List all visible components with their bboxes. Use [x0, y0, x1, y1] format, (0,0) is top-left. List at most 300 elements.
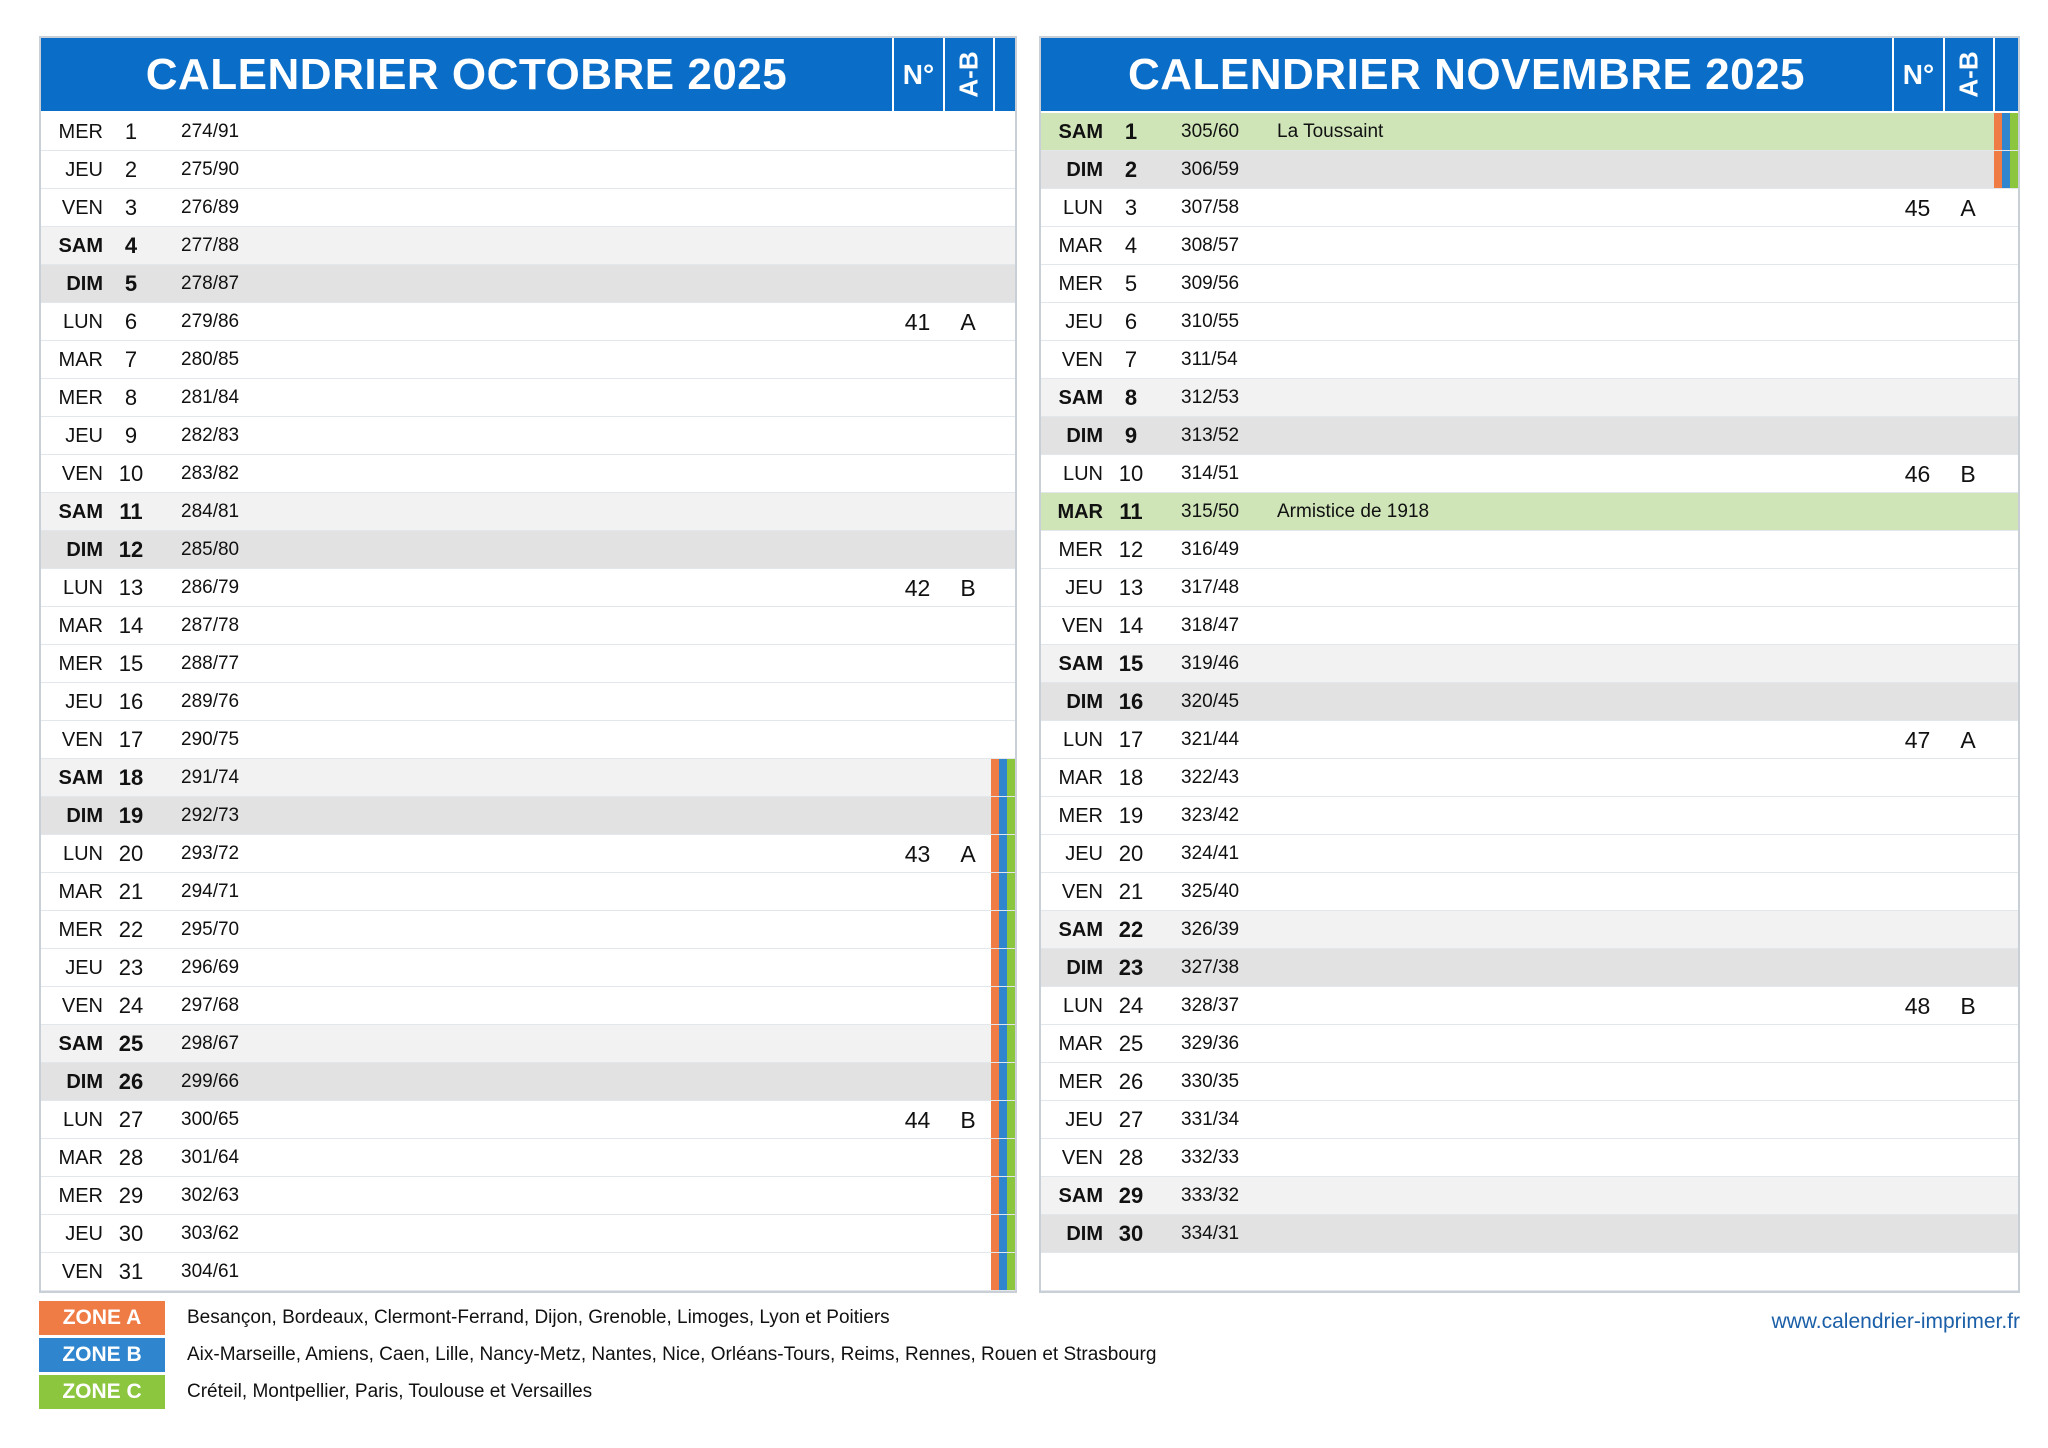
zone-b-marker	[999, 949, 1007, 986]
day-row	[1041, 189, 2018, 227]
zone-c-marker	[2010, 113, 2018, 150]
day-of-year: 277/88	[181, 235, 240, 256]
day-of-year: 289/76	[181, 691, 240, 712]
day-number: 4	[124, 233, 138, 258]
day-of-year: 317/48	[1181, 577, 1240, 598]
day-of-week: MER	[1058, 1071, 1103, 1093]
day-number: 24	[118, 993, 144, 1018]
day-of-week: DIM	[66, 1071, 103, 1093]
day-of-year: 320/45	[1181, 691, 1240, 712]
day-of-year: 291/74	[181, 767, 240, 788]
zone-c-marker	[1007, 873, 1015, 910]
day-of-year: 300/65	[181, 1109, 240, 1130]
day-of-week: MAR	[58, 349, 103, 371]
zone-b-marker	[999, 1215, 1007, 1252]
day-of-year: 310/55	[1181, 311, 1240, 332]
day-of-week: MER	[1058, 539, 1103, 561]
day-row	[1041, 379, 2018, 417]
website-link[interactable]: www.calendrier-imprimer.fr	[1771, 1310, 2020, 1333]
day-row	[41, 645, 1015, 683]
november-zone-header	[1993, 38, 2017, 111]
november-rows	[1041, 113, 2018, 1291]
day-of-year: 327/38	[1181, 957, 1240, 978]
school-holiday-zones	[991, 949, 1015, 986]
zone-a-marker	[991, 1063, 999, 1100]
day-of-week: DIM	[1066, 957, 1103, 979]
day-number: 15	[118, 651, 144, 676]
zone-a-marker	[991, 835, 999, 872]
day-of-year: 318/47	[1181, 615, 1240, 636]
week-number: 48	[1904, 993, 1931, 1019]
day-row	[1041, 683, 2018, 721]
day-number: 18	[1118, 765, 1144, 790]
day-row	[41, 683, 1015, 721]
zone-c-marker	[1007, 1253, 1015, 1290]
day-row	[1041, 531, 2018, 569]
day-of-week: DIM	[66, 273, 103, 295]
zone-a-marker	[1994, 151, 2002, 188]
day-row	[1041, 1025, 2018, 1063]
zone-b-marker	[999, 759, 1007, 796]
day-row	[1041, 265, 2018, 303]
day-row	[41, 1215, 1015, 1253]
day-of-year: 325/40	[1181, 881, 1240, 902]
zone-c-marker	[2010, 151, 2018, 188]
november-week-number-header: N°	[1892, 38, 1943, 111]
zone-a-marker	[991, 1025, 999, 1062]
zone-a-marker	[991, 873, 999, 910]
day-of-week: MAR	[1058, 1033, 1103, 1055]
day-of-week: JEU	[65, 691, 103, 713]
zone-c-marker	[1007, 1101, 1015, 1138]
school-holiday-zones	[1994, 151, 2018, 188]
october-rows	[41, 113, 1015, 1291]
zone-c-marker	[1007, 1063, 1015, 1100]
november-ab-label: A-B	[1953, 51, 1984, 98]
zone-b-marker	[999, 835, 1007, 872]
day-row	[41, 911, 1015, 949]
day-of-week: DIM	[66, 805, 103, 827]
zone-a-marker	[991, 1101, 999, 1138]
day-number: 30	[1118, 1221, 1144, 1246]
zone-a-marker	[991, 987, 999, 1024]
day-of-week: DIM	[1066, 425, 1103, 447]
school-holiday-zones	[991, 1177, 1015, 1214]
zone-b-marker	[999, 873, 1007, 910]
day-number: 17	[118, 727, 144, 752]
school-holiday-zones	[1994, 113, 2018, 150]
zone-c-marker	[1007, 835, 1015, 872]
zone-b-marker	[999, 1101, 1007, 1138]
zone-b-marker	[999, 1177, 1007, 1214]
october-calendar	[39, 36, 1017, 1293]
school-holiday-zones	[991, 1101, 1015, 1138]
day-of-year: 326/39	[1181, 919, 1240, 940]
day-number: 28	[1118, 1145, 1144, 1170]
day-of-year: 333/32	[1181, 1185, 1240, 1206]
zone-c-marker	[1007, 1025, 1015, 1062]
day-of-week: VEN	[61, 729, 103, 751]
week-number: 44	[904, 1107, 931, 1133]
day-of-year: 280/85	[181, 349, 240, 370]
day-of-week: JEU	[65, 159, 103, 181]
day-of-week: VEN	[1061, 349, 1103, 371]
zone-cities: Besançon, Bordeaux, Clermont-Ferrand, Dijon, Grenoble, Limoges, Lyon et Poitiers	[187, 1307, 890, 1328]
day-number: 20	[1118, 841, 1144, 866]
day-of-week: JEU	[1065, 577, 1103, 599]
zone-badge: ZONE A	[39, 1301, 165, 1335]
day-of-year: 301/64	[181, 1147, 240, 1168]
day-number: 24	[1118, 993, 1144, 1018]
day-of-week: VEN	[1061, 881, 1103, 903]
holiday-name: La Toussaint	[1277, 121, 1384, 142]
day-of-week: MER	[1058, 805, 1103, 827]
school-holiday-zones	[991, 1063, 1015, 1100]
day-row	[1041, 227, 2018, 265]
day-row	[1041, 1063, 2018, 1101]
day-of-week: JEU	[65, 1223, 103, 1245]
day-of-week: LUN	[62, 843, 103, 865]
day-of-year: 309/56	[1181, 273, 1240, 294]
day-number: 9	[1124, 423, 1138, 448]
day-number: 14	[118, 613, 144, 638]
day-of-year: 321/44	[1181, 729, 1240, 750]
day-row	[1041, 1177, 2018, 1215]
day-row	[1041, 151, 2018, 189]
day-number: 2	[1124, 157, 1138, 182]
zone-a-marker	[991, 1215, 999, 1252]
day-of-week: MER	[1058, 273, 1103, 295]
day-of-week: DIM	[1066, 1223, 1103, 1245]
day-of-year: 287/78	[181, 615, 240, 636]
day-of-year: 311/54	[1181, 349, 1238, 370]
day-number: 7	[1124, 347, 1138, 372]
zone-a-marker	[991, 797, 999, 834]
november-title: CALENDRIER NOVEMBRE 2025	[1127, 50, 1806, 99]
zone-c-marker	[1007, 1139, 1015, 1176]
day-number: 2	[124, 157, 138, 182]
day-number: 13	[118, 575, 144, 600]
day-number: 12	[1118, 537, 1144, 562]
day-of-week: SAM	[1058, 1185, 1103, 1207]
day-row	[41, 341, 1015, 379]
zone-b-marker	[999, 1025, 1007, 1062]
day-row	[1041, 455, 2018, 493]
day-of-year: 284/81	[181, 501, 240, 522]
day-row	[1041, 303, 2018, 341]
day-of-year: 307/58	[1181, 197, 1240, 218]
day-of-week: SAM	[58, 1033, 103, 1055]
day-number: 1	[124, 119, 138, 144]
ab-week: B	[960, 575, 976, 601]
day-of-year: 312/53	[1181, 387, 1240, 408]
day-of-week: MER	[58, 919, 103, 941]
day-number: 6	[124, 309, 138, 334]
day-of-week: MAR	[58, 1147, 103, 1169]
zone-cities: Créteil, Montpellier, Paris, Toulouse et Versailles	[187, 1381, 593, 1402]
day-row	[41, 873, 1015, 911]
ab-week: B	[1960, 461, 1976, 487]
day-row	[1041, 1101, 2018, 1139]
day-of-year: 328/37	[1181, 995, 1240, 1016]
october-ab-label: A-B	[953, 51, 984, 98]
day-of-year: 330/35	[1181, 1071, 1240, 1092]
day-row	[1041, 607, 2018, 645]
day-number: 30	[118, 1221, 144, 1246]
day-of-week: VEN	[1061, 615, 1103, 637]
ab-week: A	[1960, 195, 1976, 221]
zone-b-marker	[999, 797, 1007, 834]
day-of-week: MER	[58, 653, 103, 675]
day-of-year: 282/83	[181, 425, 240, 446]
week-number: 42	[904, 575, 931, 601]
day-of-year: 306/59	[1181, 159, 1240, 180]
day-of-year: 281/84	[181, 387, 240, 408]
zone-cities: Aix-Marseille, Amiens, Caen, Lille, Nancy-Metz, Nantes, Nice, Orléans-Tours, Reims, Rennes, Rouen et Strasbourg	[187, 1344, 1157, 1365]
week-number: 47	[1904, 727, 1931, 753]
day-number: 22	[1118, 917, 1144, 942]
school-holiday-zones	[991, 987, 1015, 1024]
day-number: 25	[118, 1031, 144, 1056]
day-of-year: 279/86	[181, 311, 240, 332]
zone-a-marker	[991, 911, 999, 948]
day-row	[1041, 645, 2018, 683]
day-number: 3	[1124, 195, 1138, 220]
day-of-week: VEN	[61, 995, 103, 1017]
day-number: 7	[124, 347, 138, 372]
empty-row	[1041, 1253, 2018, 1291]
school-holiday-zones	[991, 1139, 1015, 1176]
day-row	[1041, 987, 2018, 1025]
day-row	[1041, 113, 2018, 151]
day-of-week: MAR	[58, 615, 103, 637]
october-week-number-header: N°	[892, 38, 943, 111]
day-row	[41, 151, 1015, 189]
day-of-week: MER	[58, 1185, 103, 1207]
school-holiday-zones	[991, 1253, 1015, 1290]
day-of-week: MER	[58, 387, 103, 409]
day-number: 28	[118, 1145, 144, 1170]
day-of-week: JEU	[65, 957, 103, 979]
zone-a-marker	[991, 759, 999, 796]
school-holiday-zones	[991, 1025, 1015, 1062]
day-number: 17	[1118, 727, 1144, 752]
day-of-week: SAM	[1058, 121, 1103, 143]
day-number: 25	[1118, 1031, 1144, 1056]
day-of-week: VEN	[61, 197, 103, 219]
day-number: 23	[1118, 955, 1144, 980]
day-of-week: LUN	[1062, 197, 1103, 219]
day-of-year: 299/66	[181, 1071, 240, 1092]
day-number: 5	[124, 271, 138, 296]
day-of-year: 322/43	[1181, 767, 1240, 788]
day-of-year: 324/41	[1181, 843, 1240, 864]
zone-c-marker	[1007, 1215, 1015, 1252]
zone-a-marker	[991, 1253, 999, 1290]
day-number: 15	[1118, 651, 1144, 676]
zone-b-marker	[999, 1253, 1007, 1290]
day-number: 21	[1118, 879, 1144, 904]
day-of-year: 331/34	[1181, 1109, 1240, 1130]
zone-c-marker	[1007, 911, 1015, 948]
day-of-week: LUN	[1062, 463, 1103, 485]
day-row	[41, 1253, 1015, 1291]
day-number: 29	[118, 1183, 144, 1208]
day-row	[41, 949, 1015, 987]
day-row	[41, 189, 1015, 227]
day-row	[41, 721, 1015, 759]
day-of-year: 274/91	[181, 121, 240, 142]
zone-badge: ZONE C	[39, 1375, 165, 1409]
day-row	[41, 607, 1015, 645]
day-row	[41, 455, 1015, 493]
day-of-year: 295/70	[181, 919, 240, 940]
zone-c-marker	[1007, 949, 1015, 986]
day-of-week: DIM	[1066, 159, 1103, 181]
day-of-year: 278/87	[181, 273, 240, 294]
october-header	[41, 38, 1015, 113]
day-of-year: 298/67	[181, 1033, 240, 1054]
day-row	[41, 1177, 1015, 1215]
zone-b-marker	[2002, 151, 2010, 188]
zone-c-marker	[1007, 797, 1015, 834]
day-of-year: 290/75	[181, 729, 240, 750]
day-of-year: 275/90	[181, 159, 240, 180]
day-row	[41, 759, 1015, 797]
zone-b-marker	[999, 987, 1007, 1024]
day-of-week: LUN	[62, 311, 103, 333]
october-zone-header	[993, 38, 1017, 111]
day-number: 10	[118, 461, 144, 486]
day-of-year: 334/31	[1181, 1223, 1240, 1244]
day-of-week: VEN	[61, 463, 103, 485]
day-row	[1041, 1139, 2018, 1177]
day-row	[1041, 1215, 2018, 1253]
day-of-year: 292/73	[181, 805, 240, 826]
day-row	[1041, 341, 2018, 379]
day-number: 23	[118, 955, 144, 980]
day-row	[1041, 759, 2018, 797]
day-row	[41, 113, 1015, 151]
october-ab-week-header	[943, 38, 993, 111]
day-number: 29	[1118, 1183, 1144, 1208]
ab-week: A	[960, 841, 976, 867]
zone-a-marker	[991, 1177, 999, 1214]
day-number: 10	[1118, 461, 1144, 486]
day-of-week: SAM	[58, 767, 103, 789]
day-of-week: LUN	[1062, 995, 1103, 1017]
school-holiday-zones	[991, 1215, 1015, 1252]
day-row	[1041, 797, 2018, 835]
day-row	[1041, 835, 2018, 873]
day-row	[41, 797, 1015, 835]
day-of-week: SAM	[58, 501, 103, 523]
day-of-week: DIM	[1066, 691, 1103, 713]
zone-c-marker	[1007, 759, 1015, 796]
day-row	[1041, 873, 2018, 911]
day-row	[1041, 721, 2018, 759]
day-of-week: JEU	[65, 425, 103, 447]
day-row	[41, 303, 1015, 341]
day-of-year: 276/89	[181, 197, 240, 218]
day-of-week: DIM	[66, 539, 103, 561]
day-row	[41, 227, 1015, 265]
zone-b-marker	[999, 911, 1007, 948]
day-of-week: VEN	[1061, 1147, 1103, 1169]
day-of-year: 314/51	[1181, 463, 1240, 484]
day-number: 6	[1124, 309, 1138, 334]
day-of-week: SAM	[1058, 653, 1103, 675]
day-row	[41, 1101, 1015, 1139]
day-of-year: 297/68	[181, 995, 240, 1016]
day-number: 18	[118, 765, 144, 790]
zone-badge: ZONE B	[39, 1338, 165, 1372]
day-row	[1041, 493, 2018, 531]
october-title: CALENDRIER OCTOBRE 2025	[145, 50, 788, 99]
day-number: 5	[1124, 271, 1138, 296]
day-of-year: 294/71	[181, 881, 240, 902]
day-of-week: LUN	[1062, 729, 1103, 751]
zone-b-marker	[2002, 113, 2010, 150]
day-number: 21	[118, 879, 144, 904]
day-of-year: 323/42	[1181, 805, 1240, 826]
zone-c-marker	[1007, 987, 1015, 1024]
day-row	[41, 835, 1015, 873]
day-of-week: MAR	[1058, 767, 1103, 789]
day-of-week: LUN	[62, 577, 103, 599]
day-of-week: SAM	[1058, 387, 1103, 409]
day-row	[41, 493, 1015, 531]
day-of-year: 302/63	[181, 1185, 240, 1206]
day-row	[41, 379, 1015, 417]
day-number: 3	[124, 195, 138, 220]
school-holiday-zones	[991, 797, 1015, 834]
day-number: 14	[1118, 613, 1144, 638]
day-number: 4	[1124, 233, 1138, 258]
ab-week: B	[960, 1107, 976, 1133]
day-row	[41, 417, 1015, 455]
day-of-week: SAM	[58, 235, 103, 257]
school-holiday-zones	[991, 835, 1015, 872]
day-row	[1041, 949, 2018, 987]
day-number: 9	[124, 423, 138, 448]
day-of-week: JEU	[1065, 843, 1103, 865]
day-row	[1041, 417, 2018, 455]
day-number: 26	[118, 1069, 144, 1094]
day-row	[41, 1063, 1015, 1101]
november-calendar	[1039, 36, 2020, 1293]
school-holiday-zones	[991, 873, 1015, 910]
day-of-year: 305/60	[1181, 121, 1240, 142]
day-row	[41, 1025, 1015, 1063]
day-number: 26	[1118, 1069, 1144, 1094]
zone-b-marker	[999, 1063, 1007, 1100]
day-number: 12	[118, 537, 144, 562]
school-holiday-zones	[991, 759, 1015, 796]
week-number: 46	[1904, 461, 1931, 487]
day-of-year: 296/69	[181, 957, 240, 978]
day-of-year: 329/36	[1181, 1033, 1240, 1054]
school-holiday-zones	[991, 911, 1015, 948]
week-number: 45	[1904, 195, 1931, 221]
day-of-year: 303/62	[181, 1223, 240, 1244]
november-ab-week-header	[1943, 38, 1993, 111]
week-number: 43	[904, 841, 931, 867]
day-number: 11	[119, 499, 143, 524]
day-number: 16	[1118, 689, 1144, 714]
day-number: 13	[1118, 575, 1144, 600]
day-of-year: 293/72	[181, 843, 240, 864]
